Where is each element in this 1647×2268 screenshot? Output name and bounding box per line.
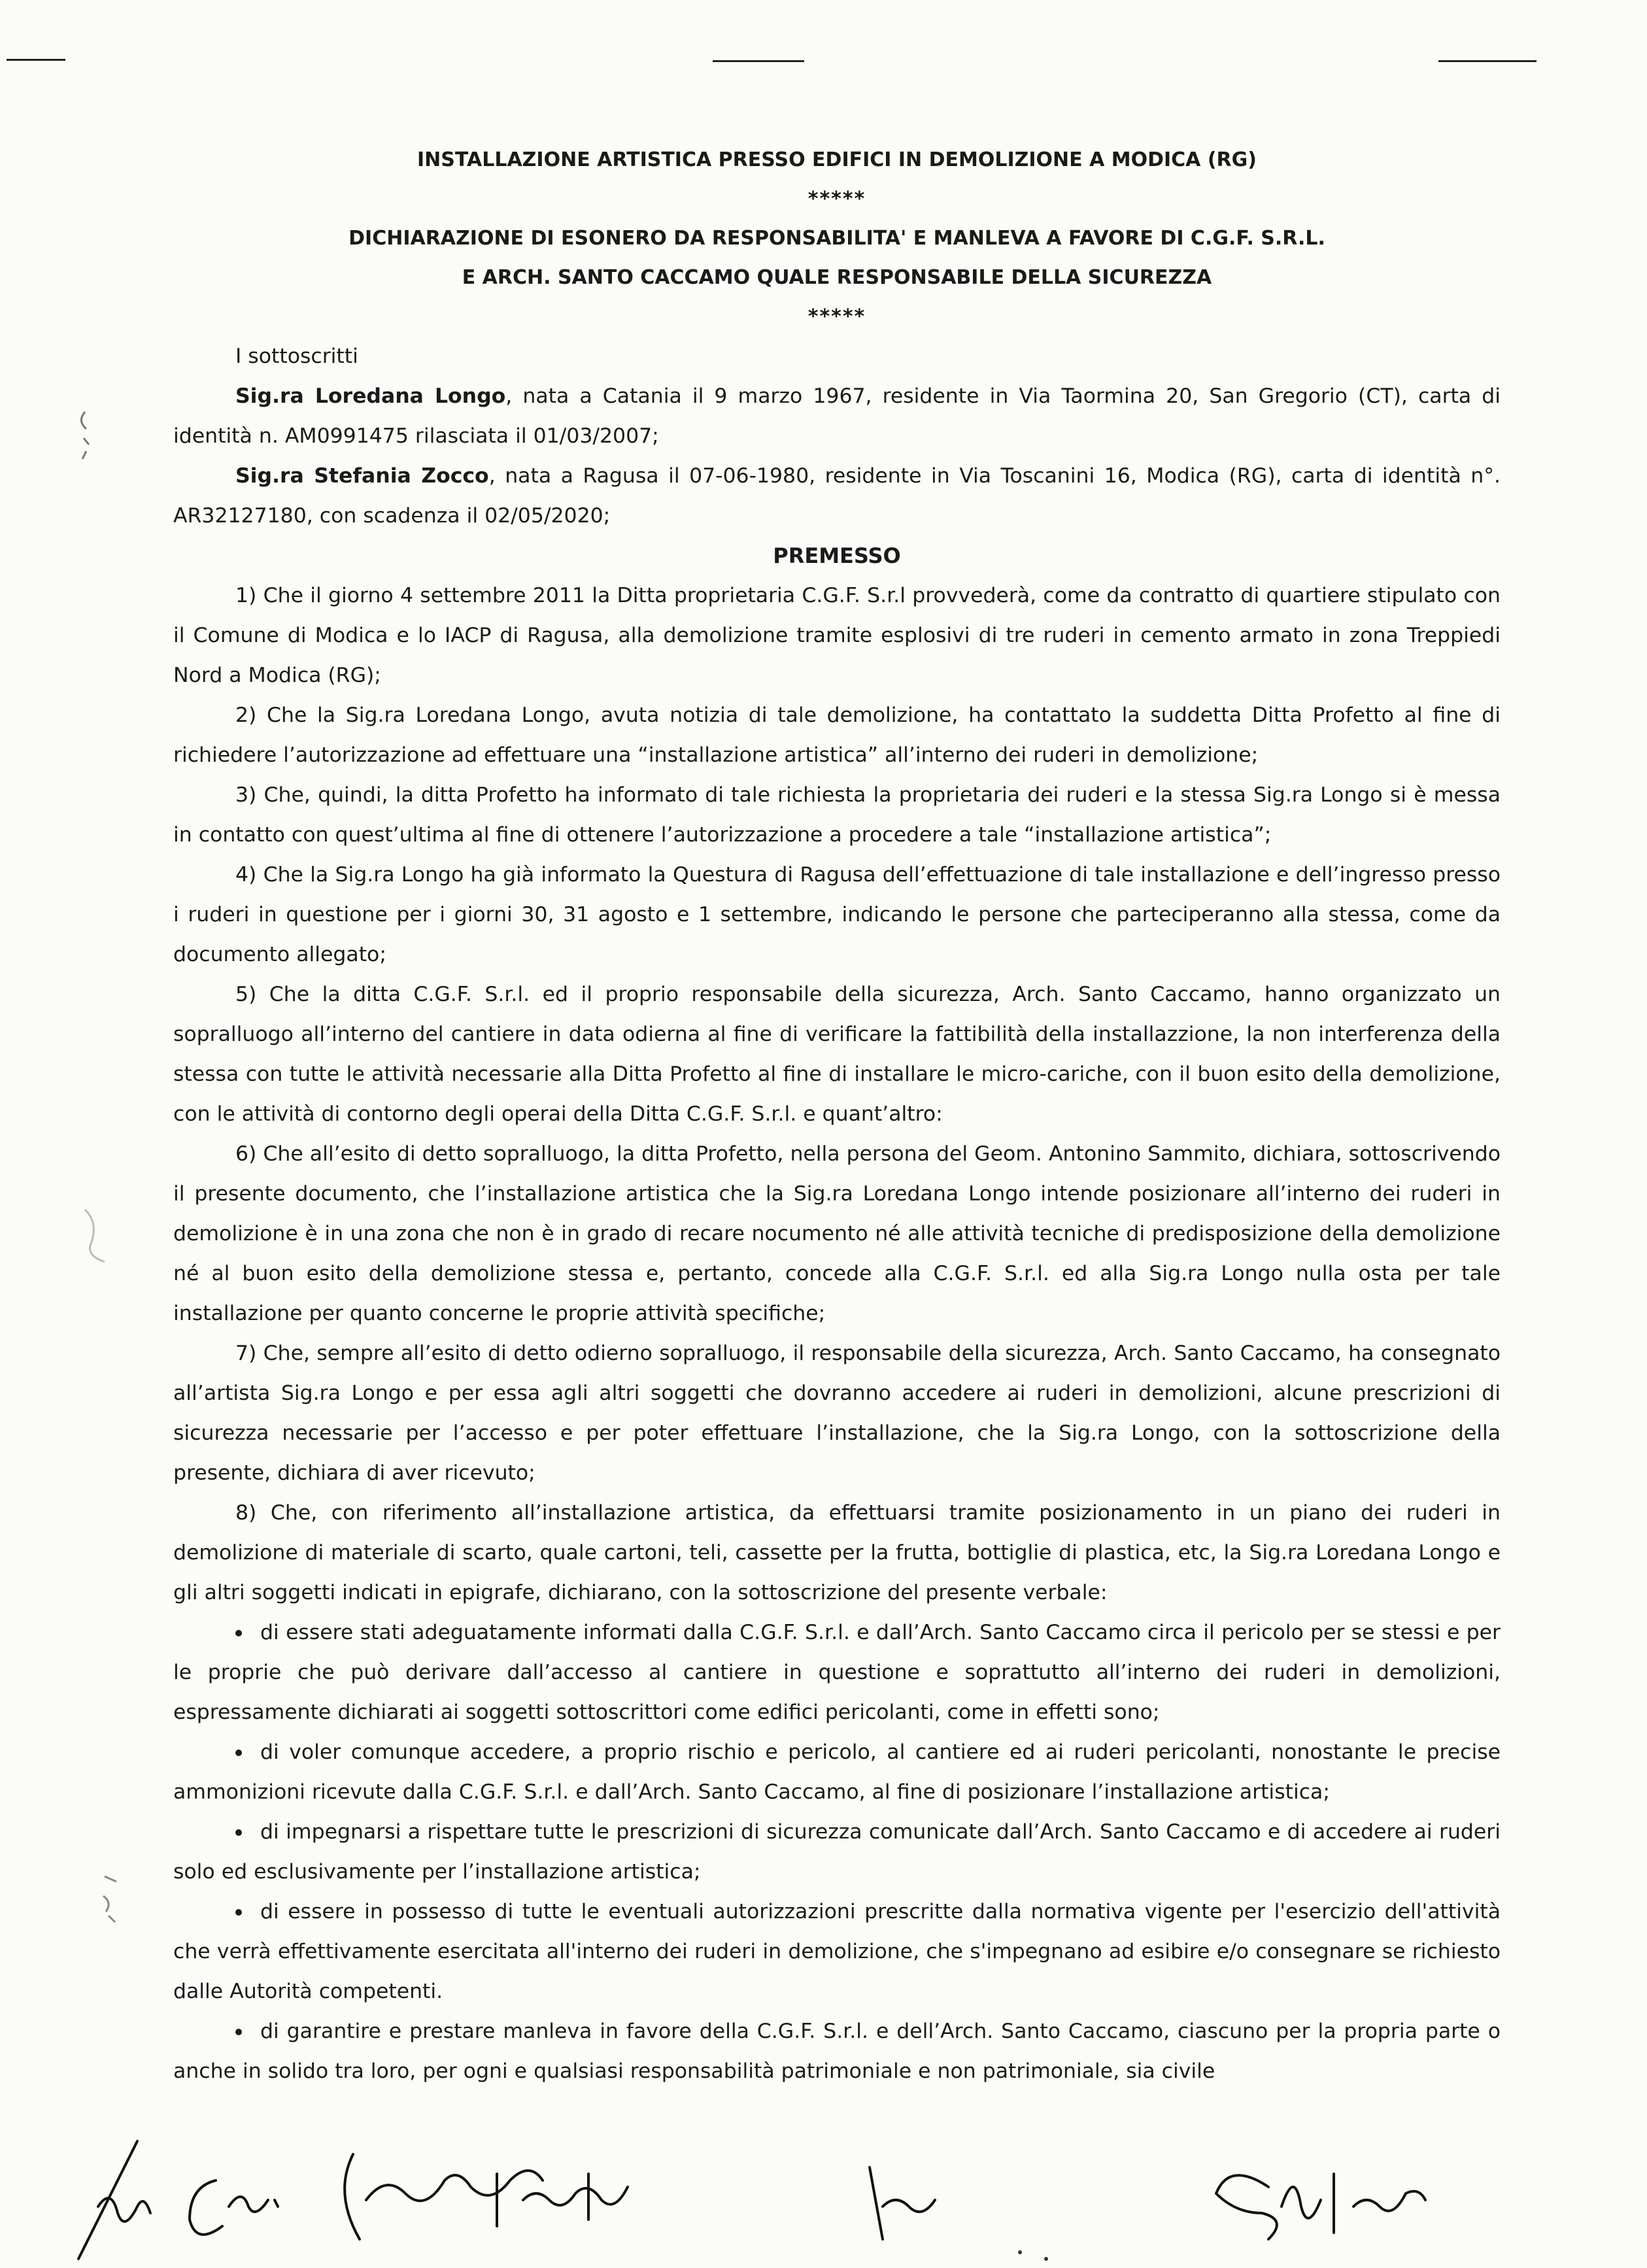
margin-scribble: [92, 1863, 137, 1935]
separator: *****: [807, 305, 866, 328]
premise-item: 6) Che all’esito di detto sopralluogo, la ditta Profetto, nella persona del Geom. Antonino Sammito, dichiara, sottoscrivendo il presente documento, che l’installazione artistica che la Sig.ra Loredana Longo intende posizionare all’interno dei ruderi in demolizione è in una zona che non è in grado di recare nocumento né alle attività tecniche di predisposizione della demolizione né al buon esito della demolizione stessa e, pertanto, concede alla C.G.F. S.r.l. ed alla Sig.ra Longo nulla osta per tale installazione per quanto concerne le proprie attività specifiche;: [173, 1142, 1501, 1325]
section-heading: PREMESSO: [773, 543, 901, 568]
separator: *****: [807, 188, 866, 211]
premise-item: 7) Che, sempre all’esito di detto odierno sopralluogo, il responsabile della sicurezza, Arch. Santo Caccamo, ha consegnato all’artista Sig.ra Longo e per essa agli altri soggetti che dovranno accedere ai ruderi in demolizioni, alcune prescrizioni di sicurezza necessarie per l’accesso e per poter effettuare l’installazione, che la Sig.ra Longo, con la sottoscrizione della presente, dichiara di aver ricevuto;: [173, 1342, 1501, 1485]
signature-1: [78, 2141, 150, 2259]
scan-edge-mark: [1438, 60, 1537, 62]
document-subtitle-line1: DICHIARAZIONE DI ESONERO DA RESPONSABILITA' E MANLEVA A FAVORE DI C.G.F. S.R.L.: [348, 227, 1325, 250]
premise-item: 8) Che, con riferimento all’installazione artistica, da effettuarsi tramite posizionamento in un piano dei ruderi in demolizione di materiale di scarto, quale cartoni, teli, cassette per la frutta, bottiglie di plastica, etc, la Sig.ra Loredana Longo e gli altri soggetti indicati in epigrafe, dichiarano, con la sottoscrizione del presente verbale:: [173, 1501, 1501, 1604]
list-item: [173, 1892, 1501, 2012]
signature-3: [345, 2154, 628, 2239]
margin-scribble: [65, 399, 105, 477]
intro-text: I sottoscritti: [235, 345, 358, 368]
declaration-text: di voler comunque accedere, a proprio rischio e pericolo, al cantiere ed ai ruderi pericolanti, nonostante le precise ammonizioni ricevute dalla C.G.F. S.r.l. e dall’Arch. Santo Caccamo, al fine di posizionare l’installazione artistica;: [173, 1740, 1501, 1804]
bullet-icon: [235, 2029, 242, 2035]
signature-2: [190, 2180, 278, 2235]
document-title: INSTALLAZIONE ARTISTICA PRESSO EDIFICI IN DEMOLIZIONE A MODICA (RG): [417, 148, 1257, 171]
declaration-text: di essere in possesso di tutte le eventuali autorizzazioni prescritte dalla normativa vigente per l'esercizio dell'attività che verrà effettivamente esercitata all'interno dei ruderi in demolizione, che s'impegnano ad esibire e/o consegnare se richiesto dalle Autorità competenti.: [173, 1900, 1501, 2003]
signature-4: [870, 2167, 935, 2239]
party-details: , nata a Ragusa il 07-06-1980, residente in Via Toscanini 16, Modica (RG), carta di identità n°. AR32127180, con scadenza il 02/05/2020;: [173, 464, 1501, 528]
bullet-icon: [235, 1909, 242, 1916]
party-paragraph: [173, 377, 1501, 456]
bullet-icon: [235, 1750, 242, 1756]
bullet-icon: [235, 1630, 242, 1636]
scan-edge-mark: [7, 59, 65, 61]
party-name: Sig.ra Loredana Longo: [235, 384, 506, 408]
scan-edge-mark: [713, 60, 804, 62]
bullet-icon: [235, 1829, 242, 1836]
list-item: [173, 1613, 1501, 1733]
document-body: [173, 141, 1501, 2091]
margin-scribble: [72, 1196, 124, 1275]
declaration-list: [173, 1613, 1501, 2091]
declaration-text: di impegnarsi a rispettare tutte le prescrizioni di sicurezza comunicate dall’Arch. Santo Caccamo e di accedere ai ruderi solo ed esclusivamente per l’installazione artistica;: [173, 1820, 1501, 1884]
party-details: , nata a Catania il 9 marzo 1967, residente in Via Taormina 20, San Gregorio (CT), carta di identità n. AM0991475 rilasciata il 01/03/2007;: [173, 384, 1501, 448]
premise-item: 2) Che la Sig.ra Loredana Longo, avuta notizia di tale demolizione, ha contattato la suddetta Ditta Profetto al fine di richiedere l’autorizzazione ad effettuare una “installazione artistica” all’interno dei ruderi in demolizione;: [173, 703, 1501, 767]
document-subtitle-line2: E ARCH. SANTO CACCAMO QUALE RESPONSABILE DELLA SICUREZZA: [462, 266, 1212, 289]
party-paragraph: [173, 456, 1501, 536]
signature-5: [1216, 2174, 1425, 2239]
premise-item: 4) Che la Sig.ra Longo ha già informato la Questura di Ragusa dell’effettuazione di tale installazione e dell’ingresso presso i ruderi in questione per i giorni 30, 31 agosto e 1 settembre, indicando le persone che parteciperanno alla stessa, come da documento allegato;: [173, 863, 1501, 966]
list-item: [173, 2012, 1501, 2091]
declaration-text: di essere stati adeguatamente informati dalla C.G.F. S.r.l. e dall’Arch. Santo Caccamo circa il pericolo per se stessi e per le proprie che può derivare dall’accesso al cantiere in questione e soprattutto all’interno dei ruderi in demolizioni, espressamente dichiarati ai soggetti sottoscrittori come edifici pericolanti, come in effetti sono;: [173, 1621, 1501, 1724]
premise-item: 1) Che il giorno 4 settembre 2011 la Ditta proprietaria C.G.F. S.r.l provvederà, come da contratto di quartiere stipulato con il Comune di Modica e lo IACP di Ragusa, alla demolizione tramite esplosivi di tre ruderi in cemento armato in zona Treppiedi Nord a Modica (RG);: [173, 584, 1501, 687]
signature-row: [0, 2128, 1647, 2268]
party-name: Sig.ra Stefania Zocco: [235, 464, 489, 488]
premise-item: 5) Che la ditta C.G.F. S.r.l. ed il proprio responsabile della sicurezza, Arch. Santo Caccamo, hanno organizzato un sopralluogo all’interno del cantiere in data odierna al fine di verificare la fattibilità della installazzione, la non interferenza della stessa con tutte le attività necessarie alla Ditta Profetto al fine di installare le micro-cariche, con il buon esito della demolizione, con le attività di contorno degli operai della Ditta C.G.F. S.r.l. e quant’altro:: [173, 983, 1501, 1126]
premise-item: 3) Che, quindi, la ditta Profetto ha informato di tale richiesta la proprietaria dei ruderi e la stessa Sig.ra Longo si è messa in contatto con quest’ultima al fine di ottenere l’autorizzazione a procedere a tale “installazione artistica”;: [173, 783, 1501, 847]
list-item: [173, 1733, 1501, 1812]
handwritten-signatures: [0, 2128, 1647, 2268]
list-item: [173, 1812, 1501, 1892]
declaration-text: di garantire e prestare manleva in favore della C.G.F. S.r.l. e dell’Arch. Santo Caccamo, ciascuno per la propria parte o anche in solido tra loro, per ogni e qualsiasi responsabilità patrimoniale e non patrimoniale, sia civile: [173, 2020, 1501, 2083]
